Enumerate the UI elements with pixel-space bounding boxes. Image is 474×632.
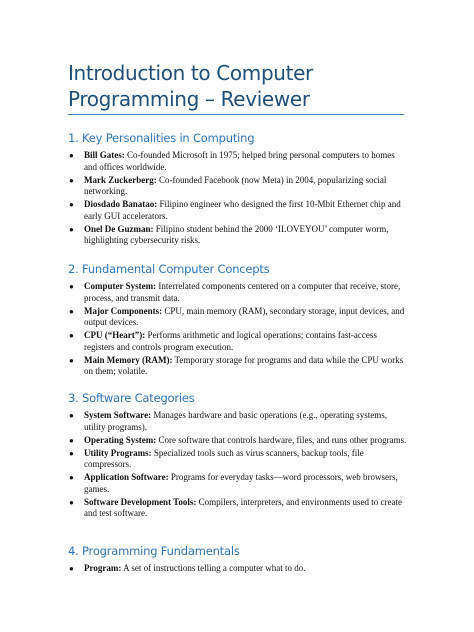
item-term: Operating System: [84,434,157,445]
item-text: A set of instructions telling a computer what to do. [121,563,306,573]
section-heading: 1. Key Personalities in Computing [68,131,255,145]
bullet-icon: ● [69,411,74,420]
section-heading: 2. Fundamental Computer Concepts [68,262,270,276]
section-heading: 3. Software Categories [68,391,195,405]
bullet-list [68,563,408,575]
item-text: Co-founded Microsoft in 1975; helped bring personal computers to homes and offices worldwide. [84,150,395,172]
list-item [68,150,408,173]
bullet-icon: ● [69,200,74,209]
bullet-icon: ● [69,151,74,160]
item-term: Mark Zuckerberg: [84,174,157,185]
item-term: Utility Programs: [84,447,152,458]
list-item [68,563,408,575]
list-item [68,281,408,304]
document-title: Introduction to Computer Programming – Reviewer [68,61,313,111]
item-text: Filipino engineer who designed the first 10-Mbit Ethernet chip and early GUI accelerators. [84,199,401,221]
item-term: CPU (“Heart”): [84,330,146,340]
bullet-icon: ● [69,331,74,340]
item-term: System Software: [84,410,152,420]
bullet-icon: ● [69,355,74,365]
list-item [68,224,408,247]
item-text: Compilers, interpreters, and environments used to create and test software. [84,496,403,518]
list-item [68,435,408,447]
item-term: Application Software: [84,472,169,482]
item-text: Specialized tools such as virus scanners, backup tools, file compressors. [84,447,364,469]
bullet-icon: ● [69,497,74,507]
section-key-personalities [68,131,408,248]
bullet-list [68,150,408,247]
item-text: Co-founded Facebook (now Meta) in 2004, popularizing social networking. [84,174,387,196]
item-term: Software Development Tools: [84,496,197,507]
list-item [68,472,408,495]
list-item [68,448,408,471]
item-term: Program: [84,563,122,573]
section-computer-concepts [68,262,408,379]
item-text: CPU, main memory (RAM), secondary storage, input devices, and output devices. [84,305,405,327]
bullet-icon: ● [69,175,74,185]
item-text: Interrelated components centered on a computer that receive, store, process, and transmit data. [84,281,401,303]
item-term: Main Memory (RAM): [84,354,173,365]
bullet-icon: ● [69,564,74,573]
list-item [68,330,408,353]
item-text: Programs for everyday tasks—word processors, web browsers, games. [84,472,398,494]
item-text: Performs arithmetic and logical operations; contains fast-access registers and controls program execution. [84,330,377,352]
bullet-list [68,281,408,378]
item-term: Major Components: [84,305,163,316]
list-item [68,355,408,378]
list-item [68,497,408,520]
bullet-icon: ● [69,282,74,291]
section-heading: 4. Programming Fundamentals [68,544,240,558]
list-item [68,199,408,222]
bullet-icon: ● [69,435,74,445]
section-programming-fundamentals [68,544,408,576]
bullet-icon: ● [69,448,74,458]
item-term: Bill Gates: [84,150,125,160]
item-text: Temporary storage for programs and data while the CPU works on them; volatile. [84,354,404,376]
title-underline [68,114,404,115]
bullet-icon: ● [69,224,74,234]
item-term: Computer System: [84,281,157,291]
bullet-list [68,410,408,520]
item-term: Diosdado Banatao: [84,199,158,209]
item-text: Manages hardware and basic operations (e.g., operating systems, utility programs). [84,410,388,432]
section-software-categories [68,391,408,521]
list-item [68,306,408,329]
item-text: Filipino student behind the 2000 ‘ILOVEYOU’ computer worm, highlighting cybersecurity risks. [84,223,389,245]
bullet-icon: ● [69,473,74,482]
list-item [68,410,408,433]
bullet-icon: ● [69,306,74,316]
item-text: Core software that controls hardware, files, and runs other programs. [156,434,407,445]
item-term: Onel De Guzman: [84,223,154,234]
list-item [68,175,408,198]
